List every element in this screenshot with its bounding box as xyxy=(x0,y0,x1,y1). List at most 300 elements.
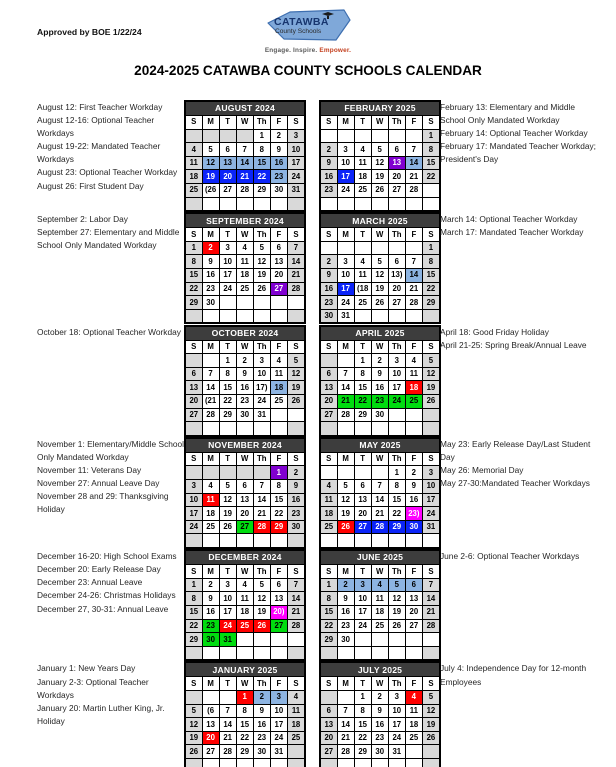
day-header: S xyxy=(185,452,202,466)
day-cell xyxy=(236,422,253,436)
day-cell: 4 xyxy=(236,578,253,592)
day-header: F xyxy=(405,228,422,242)
day-header: T xyxy=(219,452,236,466)
note-line: November 1: Elementary/Middle School Only Mandated Workday xyxy=(37,438,185,462)
day-cell: 16 xyxy=(287,493,305,507)
day-cell: 19 xyxy=(185,731,202,745)
day-cell: 25 xyxy=(405,394,422,408)
day-cell xyxy=(371,309,388,323)
day-cell: 27 xyxy=(270,619,287,633)
day-header: S xyxy=(287,565,305,579)
day-cell xyxy=(388,309,405,323)
day-cell: 30 xyxy=(270,183,287,197)
month-title: DECEMBER 2024 xyxy=(185,550,305,565)
day-cell xyxy=(287,633,305,647)
day-cell: 11 xyxy=(185,156,202,170)
day-cell xyxy=(219,759,236,767)
day-cell: 10 xyxy=(337,269,354,283)
day-header: W xyxy=(371,565,388,579)
month-notes-right xyxy=(440,326,598,352)
day-header: S xyxy=(185,677,202,691)
day-cell: 5 xyxy=(371,255,388,269)
day-cell xyxy=(371,197,388,211)
day-cell: 19 xyxy=(371,170,388,184)
day-cell: 2 xyxy=(287,466,305,480)
note-line: September 27: Elementary and Middle School Only Mandated Workday xyxy=(37,227,180,251)
day-header: Th xyxy=(388,565,405,579)
day-cell: 22 xyxy=(185,619,202,633)
day-cell xyxy=(185,759,202,767)
day-cell: 19 xyxy=(371,282,388,296)
day-cell: 1 xyxy=(270,466,287,480)
day-cell: 22 xyxy=(354,394,371,408)
day-cell: 15 xyxy=(185,605,202,619)
day-cell: 20 xyxy=(354,507,371,521)
day-cell: 20 xyxy=(219,170,236,184)
day-cell xyxy=(337,691,354,705)
month-notes-right xyxy=(440,550,598,563)
note-line: July 4: Independence Day for 12-month Employees xyxy=(440,663,587,687)
day-cell: 23 xyxy=(371,394,388,408)
day-cell xyxy=(405,129,422,143)
day-cell: 3 xyxy=(388,691,405,705)
calendar-february-2025 xyxy=(319,100,441,212)
day-cell: 7 xyxy=(405,143,422,157)
day-header: S xyxy=(320,565,337,579)
note-line: April 21-25: Spring Break/Annual Leave xyxy=(440,339,587,350)
day-cell: 2 xyxy=(202,578,219,592)
note-line: August 19-22: Mandated Teacher Workdays xyxy=(37,141,161,165)
day-cell: 24 xyxy=(422,507,440,521)
day-header: F xyxy=(270,116,287,130)
day-cell xyxy=(253,759,270,767)
day-cell: 30 xyxy=(371,745,388,759)
day-cell xyxy=(236,309,253,323)
day-cell xyxy=(405,646,422,660)
note-line: August 23: Optional Teacher Workday xyxy=(37,167,178,178)
day-cell: 6 xyxy=(320,704,337,718)
day-cell: 18 xyxy=(320,507,337,521)
calendar-december-2024 xyxy=(184,549,306,661)
day-cell xyxy=(405,197,422,211)
day-header: F xyxy=(405,565,422,579)
day-cell: 6 xyxy=(185,367,202,381)
day-cell: 15 xyxy=(354,718,371,732)
day-cell: 22 xyxy=(253,170,270,184)
page-title: 2024-2025 CATAWBA COUNTY SCHOOLS CALENDAR xyxy=(134,63,482,78)
day-cell: 29 xyxy=(236,745,253,759)
day-cell: 26 xyxy=(185,745,202,759)
day-cell: 7 xyxy=(202,367,219,381)
day-cell: 27 xyxy=(270,282,287,296)
day-header: F xyxy=(405,116,422,130)
day-cell: 24 xyxy=(253,394,270,408)
day-cell: 4 xyxy=(287,691,305,705)
day-cell xyxy=(371,422,388,436)
day-header: T xyxy=(219,340,236,354)
day-cell: 9 xyxy=(405,480,422,494)
day-cell: 30 xyxy=(320,309,337,323)
day-cell: 27 xyxy=(320,745,337,759)
day-cell: 6 xyxy=(270,241,287,255)
day-cell: 6 xyxy=(270,578,287,592)
day-cell xyxy=(405,759,422,767)
day-header: F xyxy=(270,228,287,242)
day-cell: 12 xyxy=(219,493,236,507)
day-cell: 18 xyxy=(354,170,371,184)
day-cell xyxy=(388,646,405,660)
note-line: December 23: Annual Leave xyxy=(37,577,143,588)
day-cell xyxy=(422,745,440,759)
note-line: January 2-3: Optional Teacher Workdays xyxy=(37,676,149,700)
day-cell: 20) xyxy=(270,605,287,619)
note-line: May 27-30:Mandated Teacher Workdays xyxy=(440,478,590,489)
note-line: December 24-26: Christmas Holidays xyxy=(37,590,176,601)
day-cell xyxy=(219,309,236,323)
month-title: NOVEMBER 2024 xyxy=(185,438,305,453)
day-header: M xyxy=(202,677,219,691)
day-cell xyxy=(219,197,236,211)
day-cell: (6 xyxy=(202,704,219,718)
day-cell: 10 xyxy=(253,367,270,381)
day-cell: 10 xyxy=(219,255,236,269)
day-cell xyxy=(354,759,371,767)
calendar-june-2025 xyxy=(319,549,441,661)
day-cell: 1 xyxy=(236,691,253,705)
day-header: W xyxy=(371,228,388,242)
day-cell: 4 xyxy=(405,691,422,705)
day-header: W xyxy=(236,565,253,579)
day-cell xyxy=(185,129,202,143)
day-cell: 13 xyxy=(388,156,405,170)
day-cell xyxy=(354,241,371,255)
day-cell: 6 xyxy=(354,480,371,494)
day-cell: 24 xyxy=(219,282,236,296)
calendar-january-2025 xyxy=(184,661,306,767)
day-cell: 7 xyxy=(287,241,305,255)
day-cell xyxy=(236,646,253,660)
day-cell: 17 xyxy=(219,605,236,619)
day-cell: 25 xyxy=(354,296,371,310)
day-header: M xyxy=(337,452,354,466)
day-header: S xyxy=(185,116,202,130)
day-cell: 3 xyxy=(337,255,354,269)
day-cell xyxy=(202,309,219,323)
note-line: January 20: Martin Luther King, Jr. Holiday xyxy=(37,702,165,726)
day-cell: 24 xyxy=(219,619,236,633)
day-cell xyxy=(219,466,236,480)
day-cell xyxy=(219,646,236,660)
day-cell: 18 xyxy=(405,381,422,395)
day-header: T xyxy=(219,677,236,691)
day-cell: 2 xyxy=(320,255,337,269)
day-cell: 29 xyxy=(185,633,202,647)
day-cell: 23 xyxy=(202,282,219,296)
day-cell: 13 xyxy=(236,493,253,507)
day-header: M xyxy=(337,565,354,579)
day-cell: 16 xyxy=(405,493,422,507)
day-cell: 31 xyxy=(337,309,354,323)
note-line: September 2: Labor Day xyxy=(37,214,128,225)
day-cell: 15 xyxy=(388,493,405,507)
day-cell: 25 xyxy=(236,619,253,633)
logo-subtitle: County Schools xyxy=(275,28,322,35)
day-cell: 12 xyxy=(253,255,270,269)
day-header: S xyxy=(185,340,202,354)
day-cell: 26 xyxy=(422,731,440,745)
day-cell: 7 xyxy=(337,704,354,718)
day-cell xyxy=(320,466,337,480)
day-cell: 14 xyxy=(405,269,422,283)
day-cell: 7 xyxy=(337,367,354,381)
day-cell: 6 xyxy=(236,480,253,494)
day-header: W xyxy=(236,340,253,354)
day-cell: 3 xyxy=(388,354,405,368)
day-header: S xyxy=(422,340,440,354)
day-cell: 16 xyxy=(320,170,337,184)
day-cell: 10 xyxy=(388,704,405,718)
day-cell xyxy=(253,646,270,660)
day-cell: 24 xyxy=(270,731,287,745)
day-cell xyxy=(270,408,287,422)
day-cell xyxy=(270,309,287,323)
day-cell: 8 xyxy=(422,143,440,157)
day-cell: 17 xyxy=(270,718,287,732)
day-header: M xyxy=(202,565,219,579)
day-cell xyxy=(253,534,270,548)
day-cell: 16 xyxy=(253,718,270,732)
day-cell: 5 xyxy=(185,704,202,718)
day-cell xyxy=(388,633,405,647)
note-line: June 2-6: Optional Teacher Workdays xyxy=(440,551,580,562)
day-cell: 9 xyxy=(371,367,388,381)
calendar-rows xyxy=(0,100,616,767)
calendar-row-band xyxy=(0,100,616,212)
day-cell: 1 xyxy=(219,354,236,368)
day-cell: 1 xyxy=(354,354,371,368)
day-cell xyxy=(320,354,337,368)
day-cell: 19 xyxy=(287,381,305,395)
day-header: S xyxy=(320,677,337,691)
day-header: W xyxy=(371,452,388,466)
day-cell: 3 xyxy=(287,129,305,143)
day-cell: 23 xyxy=(371,731,388,745)
day-header: S xyxy=(287,116,305,130)
day-cell: 24 xyxy=(354,619,371,633)
day-cell: 31 xyxy=(219,633,236,647)
day-header: Th xyxy=(253,228,270,242)
day-cell xyxy=(371,646,388,660)
day-cell: 26 xyxy=(371,296,388,310)
day-cell: 17 xyxy=(354,605,371,619)
day-cell: 21 xyxy=(422,605,440,619)
day-cell: 13 xyxy=(405,592,422,606)
day-cell: 27 xyxy=(236,520,253,534)
day-cell: 23 xyxy=(320,183,337,197)
day-header: M xyxy=(337,116,354,130)
day-cell: 15 xyxy=(236,718,253,732)
day-cell xyxy=(185,197,202,211)
month-notes-right xyxy=(440,662,598,688)
day-header: F xyxy=(270,452,287,466)
logo-name: CATAWBA xyxy=(274,16,329,28)
day-cell xyxy=(388,408,405,422)
day-header: W xyxy=(371,340,388,354)
day-cell: 16 xyxy=(236,381,253,395)
calendar-row-band xyxy=(0,549,616,661)
day-cell: 30 xyxy=(371,408,388,422)
day-cell xyxy=(337,534,354,548)
day-cell: 27 xyxy=(185,408,202,422)
day-cell: 20 xyxy=(185,394,202,408)
day-cell: 21 xyxy=(236,170,253,184)
day-cell: 17 xyxy=(337,170,354,184)
day-cell: 18 xyxy=(185,170,202,184)
day-header: W xyxy=(236,452,253,466)
day-cell: 8 xyxy=(253,143,270,157)
day-cell: 10 xyxy=(219,592,236,606)
day-cell xyxy=(388,197,405,211)
day-cell: 16 xyxy=(202,605,219,619)
day-cell: 13 xyxy=(320,718,337,732)
day-header: Th xyxy=(388,452,405,466)
day-cell xyxy=(270,534,287,548)
day-header: S xyxy=(422,116,440,130)
month-notes-left xyxy=(37,326,187,339)
month-title: AUGUST 2024 xyxy=(185,101,305,116)
day-header: S xyxy=(320,452,337,466)
day-cell: 19 xyxy=(219,507,236,521)
day-cell xyxy=(185,691,202,705)
calendar-row-band xyxy=(0,212,616,324)
day-cell: 5 xyxy=(202,143,219,157)
note-line: December 20: Early Release Day xyxy=(37,564,161,575)
day-cell: 14 xyxy=(337,718,354,732)
day-cell xyxy=(253,309,270,323)
day-header: M xyxy=(202,228,219,242)
day-cell: 10 xyxy=(422,480,440,494)
day-cell xyxy=(405,534,422,548)
day-cell: 11 xyxy=(202,493,219,507)
calendar-row-band xyxy=(0,437,616,549)
day-cell: 6 xyxy=(388,143,405,157)
calendar-row-band xyxy=(0,661,616,767)
day-cell: 26 xyxy=(371,183,388,197)
day-cell: 14 xyxy=(405,156,422,170)
day-cell: 4 xyxy=(405,354,422,368)
note-line: March 14: Optional Teacher Workday xyxy=(440,214,578,225)
day-cell: 29 xyxy=(219,408,236,422)
day-cell: 24 xyxy=(337,296,354,310)
month-notes-left xyxy=(37,213,187,252)
day-cell: 23 xyxy=(236,394,253,408)
day-cell: 12 xyxy=(371,269,388,283)
day-cell xyxy=(287,197,305,211)
day-cell: 17) xyxy=(253,381,270,395)
day-cell: 28 xyxy=(337,745,354,759)
day-cell: (18 xyxy=(354,282,371,296)
day-cell: 18 xyxy=(202,507,219,521)
day-cell xyxy=(236,296,253,310)
note-line: October 18: Optional Teacher Workday xyxy=(37,326,181,337)
day-cell: 23 xyxy=(287,507,305,521)
day-cell: 18 xyxy=(236,605,253,619)
day-cell: 18 xyxy=(405,718,422,732)
day-cell xyxy=(219,691,236,705)
day-cell xyxy=(270,633,287,647)
day-cell: 5 xyxy=(337,480,354,494)
day-cell: 21 xyxy=(405,170,422,184)
day-cell: 7 xyxy=(405,255,422,269)
day-cell: 10 xyxy=(185,493,202,507)
month-notes-right xyxy=(440,213,598,239)
day-header: S xyxy=(320,116,337,130)
day-header: S xyxy=(287,340,305,354)
day-cell: 15 xyxy=(219,381,236,395)
day-cell xyxy=(202,129,219,143)
day-cell: 17 xyxy=(422,493,440,507)
day-cell xyxy=(287,745,305,759)
day-cell xyxy=(422,408,440,422)
day-cell xyxy=(388,129,405,143)
day-cell xyxy=(354,534,371,548)
day-cell: 4 xyxy=(202,480,219,494)
day-header: Th xyxy=(253,340,270,354)
day-cell: 28 xyxy=(405,183,422,197)
day-cell: 4 xyxy=(354,143,371,157)
day-cell: 12 xyxy=(287,367,305,381)
day-cell: 2 xyxy=(202,241,219,255)
day-cell xyxy=(405,633,422,647)
day-cell xyxy=(371,633,388,647)
day-cell xyxy=(287,296,305,310)
calendar-august-2024 xyxy=(184,100,306,212)
day-cell: 28 xyxy=(337,408,354,422)
day-header: M xyxy=(337,677,354,691)
day-cell: 3 xyxy=(422,466,440,480)
day-cell: 28 xyxy=(219,745,236,759)
day-cell: 30 xyxy=(236,408,253,422)
day-cell: 3 xyxy=(270,691,287,705)
day-header: T xyxy=(354,228,371,242)
day-cell: 5 xyxy=(371,143,388,157)
tagline-empower: Empower. xyxy=(319,47,352,54)
day-header: M xyxy=(202,340,219,354)
day-cell: 5 xyxy=(388,578,405,592)
note-line: February 13: Elementary and Middle School Only Mandated Workday xyxy=(440,102,575,126)
day-header: F xyxy=(270,677,287,691)
day-cell: 22 xyxy=(236,731,253,745)
day-cell: 13 xyxy=(270,592,287,606)
day-cell: 28 xyxy=(405,296,422,310)
day-cell: 20 xyxy=(405,605,422,619)
day-cell: 16 xyxy=(270,156,287,170)
day-cell: 11 xyxy=(405,704,422,718)
day-cell: 23 xyxy=(253,731,270,745)
day-cell: 9 xyxy=(236,367,253,381)
month-notes-left xyxy=(37,550,187,615)
note-line: December 27, 30-31: Annual Leave xyxy=(37,603,169,614)
day-cell: 7 xyxy=(219,704,236,718)
day-cell: 31 xyxy=(388,745,405,759)
day-cell: 10 xyxy=(388,367,405,381)
day-cell xyxy=(320,534,337,548)
day-cell: 21 xyxy=(337,394,354,408)
day-cell: 22 xyxy=(270,507,287,521)
approved-note: Approved by BOE 1/22/24 xyxy=(37,27,142,37)
day-cell xyxy=(253,466,270,480)
day-cell: 9 xyxy=(253,704,270,718)
